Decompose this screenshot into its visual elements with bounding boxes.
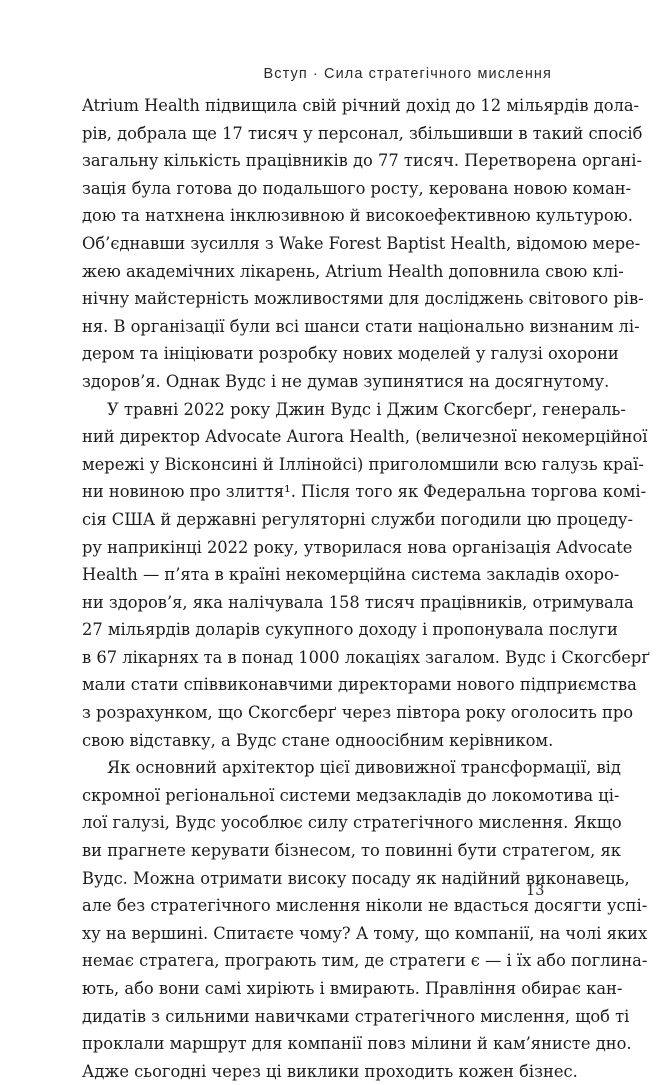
text-line: ру наприкінці 2022 року, утворилася нова організація Advocate (82, 537, 633, 557)
text-line: Адже сьогодні через ці виклики проходить кожен бізнес. (82, 1061, 578, 1081)
text-line: У травні 2022 року Джин Вудс і Джим Скогсберґ, генераль- (107, 399, 626, 419)
text-line: ху на вершині. Спитаєте чому? А тому, що компанії, на чолі яких (82, 923, 648, 943)
text-line: 27 мільярдів доларів сукупного доходу і пропонувала послуги (82, 620, 618, 640)
text-line: немає стратега, програють тим, де стратеги є — і їх або поглина- (82, 951, 648, 971)
text-line: нічну майстерність можливостями для досліджень світового рів- (82, 289, 644, 309)
text-line: загальну кількість працівників до 77 тисяч. Перетворена органі- (82, 151, 642, 171)
body-text (82, 92, 650, 1085)
page-number: 13 (526, 883, 545, 899)
text-line: дером та ініціювати розробку нових моделей у галузі охорони (82, 344, 619, 364)
text-line: дою та натхнена інклюзивною й високоефективною культурою. (82, 206, 633, 226)
text-line: в 67 лікарнях та в понад 1000 локаціях загалом. Вудс і Скогсберґ (82, 647, 650, 667)
paragraph (82, 92, 644, 396)
text-line: ня. В організації були всі шанси стати національно визнаним лі- (82, 316, 640, 336)
text-line: Як основний архітектор цієї дивовижної трансформації, від (107, 758, 621, 778)
paragraph (82, 754, 648, 1085)
text-line: сія США й державні регуляторні служби погодили цю процеду- (82, 509, 633, 529)
text-line: мали стати співвиконавчими директорами нового підприємства (82, 675, 637, 695)
text-line: лої галузі, Вудс уособлює силу стратегічного мислення. Якщо (82, 813, 622, 833)
text-line: але без стратегічного мислення ніколи не вдасться досягти успі- (82, 896, 648, 916)
text-line: Health — п’ята в країні некомерційна система закладів охоро- (82, 565, 620, 585)
text-line: ни новиною про злиття¹. Після того як Федеральна торгова комі- (82, 482, 647, 502)
text-line: ють, або вони самі хиріють і вмирають. Правління обирає кан- (82, 979, 623, 998)
text-line: дидатів з сильними навичками стратегічного мислення, щоб ті (82, 1006, 630, 1026)
text-line: рів, добрала ще 17 тисяч у персонал, збільшивши в такий спосіб (82, 123, 643, 143)
text-line: з розрахунком, що Скогсберґ через півтора року оголосить про (82, 703, 634, 723)
running-header: Вступ · Сила стратегічного мислення (263, 66, 552, 82)
text-line: Atrium Health підвищила свій річний дохід до 12 мільярдів дола- (82, 96, 640, 115)
text-line: зація була готова до подальшого росту, керована новою коман- (82, 178, 632, 198)
text-line: мережі у Вісконсині й Іллінойсі) приголомшили всю галузь краї- (82, 454, 644, 474)
text-line: свою відставку, а Вудс стане одноосібним керівником. (82, 730, 554, 750)
text-line: жею академічних лікарень, Atrium Health доповнила свою клі- (82, 261, 624, 281)
text-line: здоров’я. Однак Вудс і не думав зупинятися на досягнутому. (82, 371, 610, 391)
paragraph (82, 396, 650, 755)
text-line: Об’єднавши зусилля з Wake Forest Baptist Health, відомою мере- (82, 233, 641, 253)
text-line: скромної регіональної системи медзакладів до локомотива ці- (82, 785, 620, 805)
text-line: Вудс. Можна отримати високу посаду як надійний виконавець, (82, 868, 630, 888)
text-line: ний директор Advocate Aurora Health, (величезної некомерційної (82, 427, 648, 447)
text-line: ни здоров’я, яка налічувала 158 тисяч працівників, отримувала (82, 592, 634, 612)
text-line: ви прагнете керувати бізнесом, то повинні бути стратегом, як (82, 841, 621, 861)
text-line: проклали маршрут для компанії повз мілини й кам’янисте дно. (82, 1034, 632, 1054)
